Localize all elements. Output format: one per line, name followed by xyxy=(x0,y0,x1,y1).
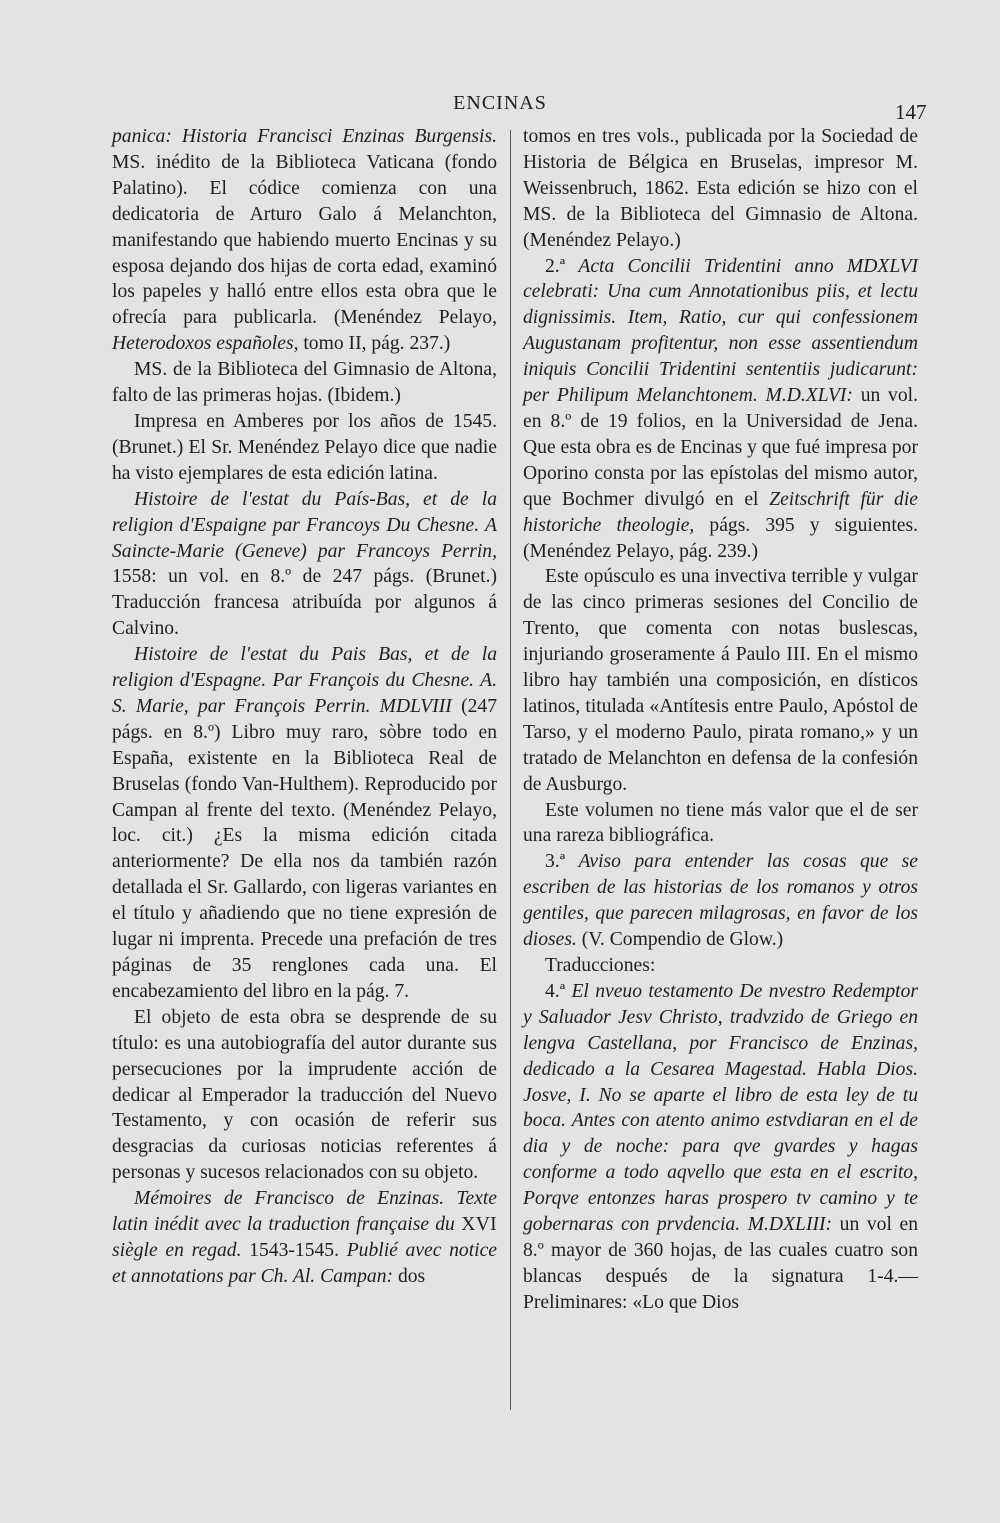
citation-title: Heterodoxos españoles, xyxy=(112,333,299,355)
left-paragraph-7 xyxy=(112,1186,497,1290)
paragraph-text: (V. Compendio de Glow.) xyxy=(576,929,784,951)
left-paragraph-6: El objeto de esta obra se desprende de su título: es una autobiografía del autor durante sus persecuciones por la imprudente acción de dedicar al Emperador la traducción del Nuevo Testamento, y con ocasión de referir sus desgracias da curiosas noticias referentes á personas y sucesos relacionados con su objeto. xyxy=(112,1006,497,1184)
paragraph-text: 1543-1545. xyxy=(241,1239,347,1261)
right-paragraph-7 xyxy=(523,979,918,1316)
paragraph-text: tomo II, pág. 237.) xyxy=(298,333,451,355)
citation-title: Histoire de l'estat du País-Bas, et de la religion d'Espaigne par Francoys Du Chesne. A Saincte-Marie (Geneve) par Francoys Perrin, xyxy=(112,488,497,562)
left-paragraph-4 xyxy=(112,487,497,642)
right-paragraph-2 xyxy=(523,254,918,565)
citation-title: Acta Concilii Tridentini anno MDXLVI celebrati: Una cum Annotationibus piis, et lectu dignissimis. Item, Ratio, cur qui confessionem Augustanam profitentur, non esse assentiendum iniquis Concilii Tridentini sententiis judicarunt: per Philipum Melanchtonem. M.D.XLVI: xyxy=(523,255,919,407)
citation-title: El nveuo testamento De nvestro Redemptor y Saluador Jesv Christo, tradvzido de Griego en lengva Castellana, por Francisco de Enzinas, dedicado a la Cesarea Magestad. Habla Dios. Josve, I. No se aparte el libro de esta ley de tu boca. Antes con atento animo estvdiaran en el de dia y de noche: para qve gvardes y hagas conforme a todo aqvello que esta en el escrito, Porqve entonzes haras prospero tv camino y te gobernaras con prvdencia. M.DXLIII: xyxy=(523,980,919,1236)
running-title: ENCINAS xyxy=(453,92,547,114)
page-number: 147 xyxy=(895,100,927,124)
left-paragraph-2: MS. de la Biblioteca del Gimnasio de Altona, falto de las primeras hojas. (Ibidem.) xyxy=(112,359,497,407)
right-paragraph-5 xyxy=(523,849,918,953)
paragraph-text: (247 págs. en 8.º) Libro muy raro, sòbre todo en España, existente en la Biblioteca Real de Bruselas (fondo Van-Hulthem). Reproducido por Campan al frente del texto. (Menéndez Pelayo, loc. cit.) ¿Es la misma edición citada anteriormente? De ella nos da también razón detallada el Sr. Gallardo, con ligeras variantes en el título y añadiendo que no tiene expresión de lugar ni imprenta. Precede una prefación de tres páginas de 35 renglones cada una. El encabezamiento del libro en la pág. 7. xyxy=(112,695,497,1002)
right-paragraph-3: Este opúsculo es una invectiva terrible y vulgar de las cinco primeras sesiones del Concilio de Trento, que comenta con notas buslescas, injuriando groseramente á Paulo III. En el mismo libro hay también una composición, en dísticos latinos, titulada «Antítesis entre Paulo, Apóstol de Tarso, y el moderno Paulo, pirata romano,» y un tratado de Melanchton en defensa de la confesión de Ausburgo. xyxy=(523,566,918,795)
paragraph-text: un vol. en 8.º de 19 folios, en la Universidad de Jena. Que esta obra es de Encinas y que fué impresa por Oporino consta por las epístolas del mismo autor, que Bochmer divulgó en el xyxy=(523,385,918,510)
right-paragraph-1: tomos en tres vols., publicada por la Sociedad de Historia de Bélgica en Bruselas, impresor M. Weissenbruch, 1862. Esta edición se hizo con el MS. de la Biblioteca del Gimnasio de Altona. (Menéndez Pelayo.) xyxy=(523,126,918,251)
right-paragraph-6: Traducciones: xyxy=(545,955,656,976)
left-paragraph-5 xyxy=(112,642,497,1005)
left-paragraph-3: Impresa en Amberes por los años de 1545. (Brunet.) El Sr. Menéndez Pelayo dice que nadie ha visto ejemplares de esta edición latina. xyxy=(112,410,497,484)
citation-title: siègle en regad. xyxy=(112,1239,242,1261)
citation-title: Histoire de l'estat du Pais Bas, et de la religion d'Espagne. Par François du Chesne. A. S. Marie, par François Perrin. MDLVIII xyxy=(112,644,497,717)
right-paragraph-4: Este volumen no tiene más valor que el de ser una rareza bibliográfica. xyxy=(523,799,918,847)
citation-title: Aviso para entender las cosas que se escriben de las historias de los romanos y otros gentiles, que parecen milagrosas, en favor de los dioses. xyxy=(523,851,918,951)
item-number: 3.ª xyxy=(545,851,579,873)
citation-title: Publié avec notice et annotations par Ch. Al. Campan: xyxy=(112,1239,497,1287)
paragraph-text: MS. inédito de la Biblioteca Vaticana (fondo Palatino). El códice comienza con una dedicatoria de Arturo Galo á Melanchton, manifestando que habiendo muerto Encinas y su esposa dejando dos hijas de corta edad, examinó los papeles y halló entre ellos esta obra que le ofrecía para publicarla. (Menéndez Pelayo, xyxy=(112,151,497,329)
paragraph-text: 1558: un vol. en 8.º de 247 págs. (Brunet.) Traducción francesa atribuída por algunos á Calvino. xyxy=(112,566,497,640)
citation-title: Mémoires de Francisco de Enzinas. Texte latin inédit avec la traduction française du xyxy=(112,1188,497,1236)
left-paragraph-1 xyxy=(112,124,497,357)
item-number: 4.ª xyxy=(545,980,572,1002)
citation-title: Zeitschrift für die historiche theologie, xyxy=(523,488,918,536)
paragraph-text: págs. 395 y siguientes. (Menéndez Pelayo, pág. 239.) xyxy=(523,514,919,562)
left-column xyxy=(112,124,497,1290)
right-column xyxy=(523,124,918,1316)
paragraph-text: XVI xyxy=(454,1214,497,1236)
paragraph-text: un vol en 8.º mayor de 360 hojas, de las cuales cuatro son blancas después de la signatura 1-4.—Preliminares: «Lo que Dios xyxy=(523,1214,918,1313)
paragraph-text: dos xyxy=(393,1265,426,1287)
column-rule xyxy=(510,130,511,1410)
item-number: 2.ª xyxy=(545,255,579,277)
citation-title: panica: Historia Francisci Enzinas Burgensis. xyxy=(112,126,497,147)
